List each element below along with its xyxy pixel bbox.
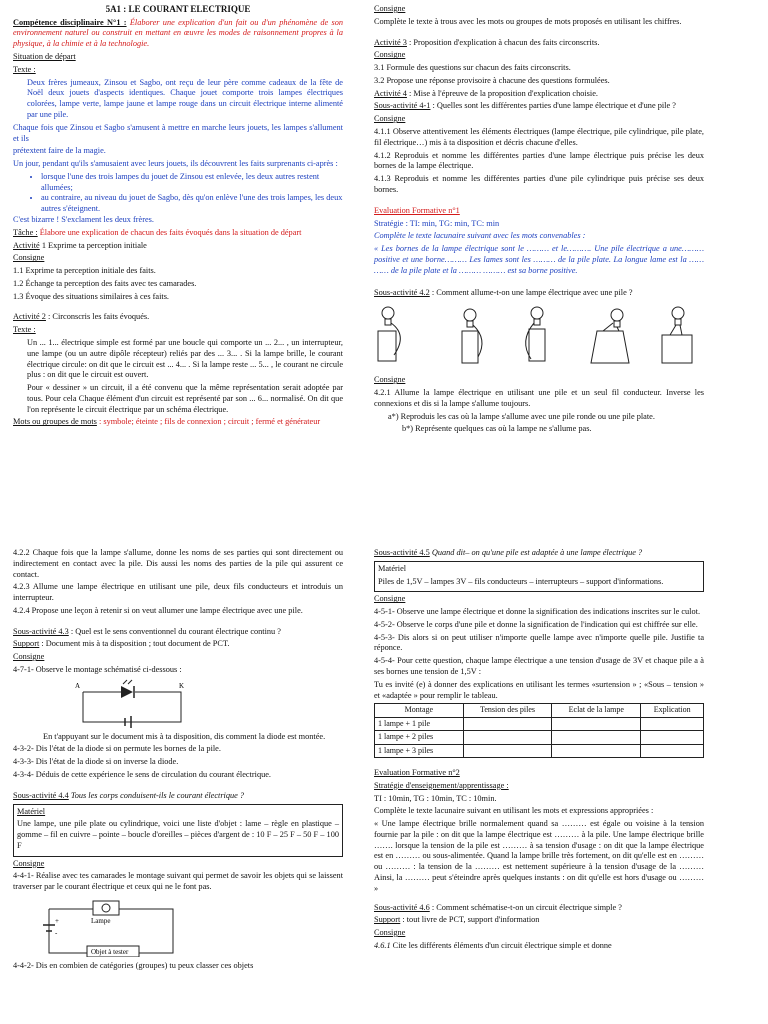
instruction-4-6-1: 4.6.1 Cite les différents éléments d'un circuit électrique simple et donne: [374, 940, 612, 950]
instruction-4-2-1-b: b*) Représente quelques cas où la lampe ne s'allume pas.: [402, 424, 592, 434]
materiel-heading: Matériel: [17, 806, 46, 816]
instruction-4-2-1-a: a*) Reproduis les cas où la lampe s'allume avec une pile ronde ou une pile plate.: [388, 411, 655, 421]
consigne-heading: Consigne: [374, 375, 406, 385]
page-title: 5A1 : LE COURANT ELECTRIQUE: [105, 4, 251, 14]
instruction-4-2-2: 4.2.2 Chaque fois que la lampe s'allume, donne les noms de ses parties qui sont directement ou indirectement en contact avec la pile. Dis aussi les noms des parties de la pile qui assurent ce contact.: [13, 548, 343, 579]
instruction-4-3-4: 4-3-4- Déduis de cette expérience le sens de circulation du courant électrique.: [13, 769, 272, 779]
instruction-4-7-1: 4-7-1- Observe le montage schématisé ci-dessous :: [13, 665, 182, 675]
left-top-column: [13, 4, 343, 430]
evaluation-2-text: « Une lampe électrique brille normalement quand sa ……… est égale ou voisine à la tension fournie par la pile : on dit que la lampe électrique est ……… à la pile. Une lampe électrique brille ……. lorsque la tension de la pile est ……… à sa tension d'usage : on dit que la lampe électrique est en ……… ou sous-alimentée. Quand la lampe brille très fortement, on dit qu'elle est en ……… ou ……… : la tension de la ……… est nettement supérieure à la tension d'usage de la ……… Ainsi, la ……… peut s'éteindre après quelques instants : on dit qu'elle est hors d'usage ou ……… »: [374, 819, 704, 893]
sous-activite-4-3: Sous-activité 4.3 : Quel est le sens conventionnel du courant électrique continu ?: [13, 626, 281, 636]
table-header-row: [375, 704, 704, 717]
table-row: [375, 744, 704, 757]
lamp-battery-figure: [583, 305, 635, 367]
instruction-4-5-4: 4-5-4- Pour cette question, chaque lampe électrique a une tension d'usage de 3V et chaque pile a à ses bornes une tension de 1,5V :: [374, 656, 704, 677]
right-top-column: [374, 4, 704, 437]
instruction-4-1-1: 4.1.1 Observe attentivement les éléments électriques (lampe électrique, pile cylindrique, pile plate, fil électrique…) mis à ta disposition et décris chacune d'elles.: [374, 127, 704, 147]
cloze-paragraph-2: Pour « dessiner » un circuit, il a été convenu que la même représentation serait adoptée par tous. Pour cela Chaque élément d'un circuit est représenté par son ... 6... normalisé. On dit que l'on représente le circuit électrique par un schéma électrique.: [27, 383, 343, 414]
instruction-4-5-2: 4-5-2- Observe le corps d'une pile et donne la signification de l'indication qui est chiffrée sur elle.: [374, 619, 698, 629]
evaluation-2-instruction: Complète le texte lacunaire suivant en utilisant les mots et expressions appropriées :: [374, 806, 654, 816]
support-line: Support : tout livre de PCT, support d'information: [374, 915, 540, 925]
tache: Tâche : Élabore une explication de chacun des faits évoqués dans la situation de départ: [13, 227, 302, 237]
instruction-1-3: 1.3 Évoque des situations similaires à ces faits.: [13, 291, 169, 301]
table-row: [375, 717, 704, 730]
conductivity-circuit-diagram: [13, 895, 343, 957]
diode-cathode-label: K: [179, 681, 185, 690]
table-cell: [463, 744, 552, 757]
evaluation-1-title: Evaluation Formative n°1: [374, 205, 460, 215]
evaluation-2-times: TI : 10min, TG : 10min, TC : 10min.: [374, 793, 497, 803]
table-header: Explication: [641, 704, 704, 717]
materiel-list: Une lampe, une pile plate ou cylindrique, voici une liste d'objet : lame – règle en plastique – gomme – fil en cuivre – pointe – boucle d'oreilles – pièces d'argent de : 10 F – 25 F – 50 F – 100 F: [17, 819, 339, 850]
activity-1: Activité 1 Exprime ta perception initiale: [13, 240, 147, 250]
sous-activite-4-1: Sous-activité 4-1 : Quelles sont les différentes parties d'une lampe électrique et d'une pile ?: [374, 101, 676, 111]
texte-heading-2: Texte :: [13, 325, 36, 335]
instruction-1-2: 1.2 Échange ta perception des faits avec tes camarades.: [13, 278, 197, 288]
right-bottom-column: [374, 548, 704, 954]
table-cell: 1 lampe + 3 piles: [375, 744, 464, 757]
table-cell: 1 lampe + 2 piles: [375, 731, 464, 744]
table-cell: [463, 717, 552, 730]
lamp-battery-figure: [374, 305, 426, 367]
sous-activite-4-2: Sous-activité 4.2 : Comment allume-t-on une lampe électrique avec une pile ?: [374, 288, 633, 298]
support-line: Support : Document mis à ta disposition ; tout document de PCT.: [13, 639, 230, 649]
consigne-heading: Consigne: [374, 50, 406, 60]
instruction-4-1-2: 4.1.2 Reproduis et nomme les différentes parties d'une lampe électrique puis précise les deux bornes de la lampe électrique.: [374, 150, 704, 171]
instruction-4-4-2: 4-4-2- Dis en combien de catégories (groupes) tu peux classer ces objets: [13, 960, 254, 970]
evaluation-2-strategy: Stratégie d'enseignement/apprentissage :: [374, 780, 509, 790]
sous-activite-4-5: Sous-activité 4.5 Quand dit– on qu'une pile est adaptée à une lampe électrique ?: [374, 548, 643, 557]
left-bottom-column: [13, 548, 343, 974]
facts-list: [13, 172, 343, 215]
lamp-label: Lampe: [91, 916, 111, 925]
instruction-4-1-3: 4.1.3 Reproduis et nomme les différentes parties d'une pile cylindrique puis précise ses deux bornes.: [374, 174, 704, 194]
table-cell: [641, 731, 704, 744]
table-row: [375, 731, 704, 744]
table-cell: [641, 717, 704, 730]
story-paragraph-2: Chaque fois que Zinsou et Sagbo s'amusent à mettre en marche leurs jouets, les lampes s'allument et ils: [13, 122, 343, 143]
activity-3: Activité 3 : Proposition d'explication à chacun des faits circonscrits.: [374, 37, 600, 47]
negative-terminal: -: [55, 928, 58, 937]
table-cell: [641, 744, 704, 757]
table-cell: [552, 717, 641, 730]
instruction-1-1: 1.1 Exprime ta perception initiale des faits.: [13, 266, 156, 276]
instruction-3-2: 3.2 Propose une réponse provisoire à chacune des questions formulées.: [374, 75, 610, 85]
instruction-3-1: 3.1 Formule des questions sur chacun des faits circonscrits.: [374, 63, 571, 73]
lamp-battery-figure: [444, 305, 496, 367]
evaluation-1-text: « Les bornes de la lampe électrique sont le ……… et le………. Une pile électrique a une………positive et une borne……… Les lames sont les ……… de la pile plate. La longue lame est la …… …… de la pile plate et la ……… ……… est sa borne positive.: [374, 244, 704, 275]
sous-activite-4-6: Sous-activité 4.6 : Comment schématise-t-on un circuit électrique simple ?: [374, 902, 622, 912]
diode-question: En t'appuyant sur le document mis à ta disposition, dis comment la diode est montée.: [43, 731, 326, 741]
table-cell: 1 lampe + 1 pile: [375, 717, 464, 730]
fact-item: • au contraire, au niveau du jouet de Sagbo, dès qu'on enlève l'une des trois lampes, les deux autres s'éteignent.: [41, 193, 343, 215]
cloze-paragraph-1: Un ... 1... électrique simple est formé par une boucle qui comporte un ... 2... , un interrupteur, une lampe (ou un autre dipôle récepteur) reliés par des ... 3... . Si la lampe brille, le courant électrique circule: on dit que le circuit est ... 4... . Si la lampe reste ... 5... , le courant ne circule plus : on dit que le circuit est ouvert.: [27, 338, 343, 380]
table-header: Eclat de la lampe: [552, 704, 641, 717]
diode-anode-label: A: [75, 681, 81, 690]
consigne-heading: Consigne: [374, 928, 406, 938]
evaluation-1-strategy: Stratégie : TI: min, TG: min, TC: min: [374, 218, 500, 228]
lamp-battery-figures: [374, 305, 704, 369]
instruction-4-2-4: 4.2.4 Propose une leçon à retenir si on veut allumer une lampe électrique avec une pile.: [13, 605, 303, 615]
instruction-4-5-1: 4-5-1- Observe une lampe électrique et donne la signification des indications inscrites sur le culot.: [374, 607, 701, 617]
texte-heading: Texte :: [13, 64, 36, 74]
instruction-4-5-3: 4-5-3- Dis alors si on peut utiliser n'importe quelle lampe avec n'importe quelle pile. Justifie ta réponce.: [374, 632, 704, 653]
word-list: Mots ou groupes de mots : symbole; éteinte ; fils de connexion ; circuit ; fermé et générateur: [13, 417, 321, 427]
activity-2: Activité 2 : Circonscris les faits évoqués.: [13, 312, 150, 322]
evaluation-2-title: Evaluation Formative n°2: [374, 767, 460, 777]
instruction-4-2-1: 4.2.1 Allume la lampe électrique en utilisant une pile et un seul fil conducteur. Inverse les connexions et dis si la lampe s'allume toujours.: [374, 387, 704, 408]
materiel-box-4-5: [374, 561, 704, 593]
story-paragraph-3: prétextent faire de la magie.: [13, 146, 106, 156]
instruction-4-5-4-b: Tu es invité (e) à donner des explications en utilisant les termes «surtension » ; «Sous – tension » et «adaptée » pour remplir le tableau.: [374, 679, 704, 700]
consigne-heading: Consigne: [374, 114, 406, 124]
evaluation-1-instruction: Complète le texte lacunaire suivant avec les mots convenables :: [374, 231, 586, 241]
materiel-list: Piles de 1,5V – lampes 3V – fils conducteurs – interrupteurs – support d'informations.: [378, 576, 664, 586]
montage-table: [374, 703, 704, 758]
diode-circuit-diagram: [13, 678, 343, 728]
materiel-box-4-4: [13, 804, 343, 857]
consigne-heading: Consigne: [13, 253, 45, 263]
materiel-heading: Matériel: [378, 563, 407, 573]
competence: Compétence disciplinaire N°1 : Élaborer une explication d'un fait ou d'un phénomène de son environnement naturel ou construit en mettant en œuvre les modes de raisonnement propres à la physique, à la chimie et à la technologie.: [13, 17, 343, 49]
consigne-heading: Consigne: [13, 858, 45, 868]
lamp-battery-figure: [652, 305, 704, 367]
consigne-heading: Consigne: [374, 594, 406, 604]
instruction-4-2-3: 4.2.3 Allume une lampe électrique en utilisant une pile, deux fils conducteurs et introduis un interrupteur.: [13, 582, 343, 603]
table-header: Montage: [375, 704, 464, 717]
story-paragraph-4: Un jour, pendant qu'ils s'amusaient avec leurs jouets, ils découvrent les faits surprenants ci-après :: [13, 159, 338, 169]
story-paragraph-1: Deux frères jumeaux, Zinsou et Sagbo, ont reçu de leur père comme cadeaux de la fête de Noël deux jouets d'aspects identiques. Chaque jouet comporte trois lampes électriques colorées, lampe verte, lampe jaune et lampe rouge dans un circuit électrique interne alimenté par une pile.: [27, 77, 343, 119]
table-cell: [463, 731, 552, 744]
consigne-heading: Consigne: [374, 4, 406, 13]
sous-activite-4-4: Sous-activité 4.4 Tous les corps conduisent-ils le courant électrique ?: [13, 790, 245, 800]
instruction-4-3-3: 4-3-3- Dis l'état de la diode si on inverse la diode.: [13, 757, 179, 767]
instruction-4-4-1: 4-4-1- Réalise avec tes camarades le montage suivant qui permet de savoir les objets qui se laissent traverser par le courant électrique et ceux qui ne le font pas.: [13, 871, 343, 892]
table-cell: [552, 731, 641, 744]
lamp-battery-figure: [513, 305, 565, 367]
consigne-heading: Consigne: [13, 652, 45, 662]
table-cell: [552, 744, 641, 757]
object-to-test-label: Objet à tester: [91, 947, 129, 956]
situation-heading: Situation de départ: [13, 52, 76, 62]
story-paragraph-5: C'est bizarre ! S'exclament les deux frères.: [13, 214, 154, 224]
positive-terminal: +: [55, 916, 59, 925]
fact-item: • lorsque l'une des trois lampes du jouet de Zinsou est enlevée, les deux autres restent allumées;: [41, 172, 343, 194]
activity-4: Activité 4 : Mise à l'épreuve de la proposition d'explication choisie.: [374, 88, 598, 98]
instruction-4-3-2: 4-3-2- Dis l'état de la diode si on permute les bornes de la pile.: [13, 744, 221, 754]
instruction-text: Complète le texte à trous avec les mots ou groupes de mots proposés en utilisant les chiffres.: [374, 16, 682, 26]
table-header: Tension des piles: [463, 704, 552, 717]
